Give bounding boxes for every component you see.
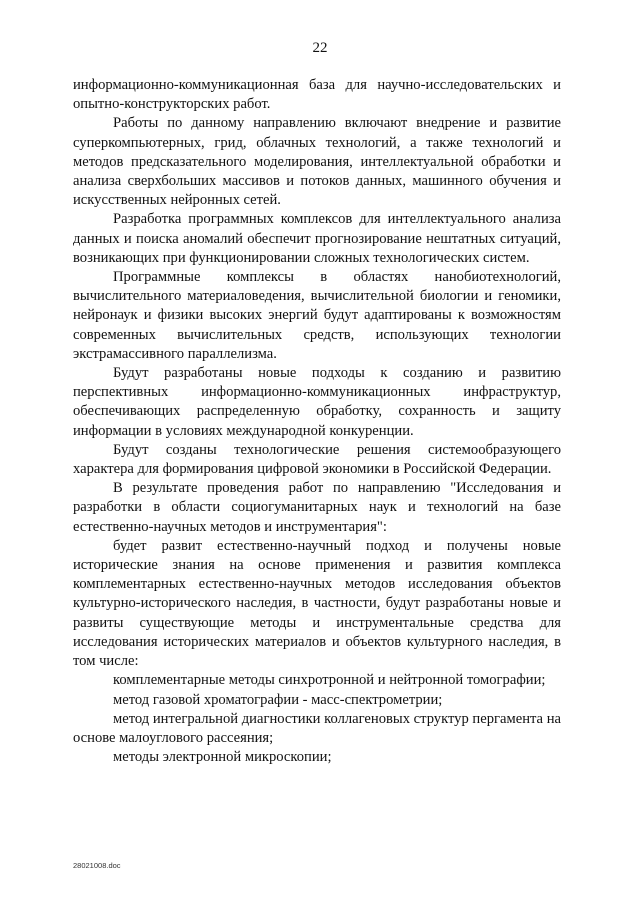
paragraph-5: Будут разработаны новые подходы к созданию и развитию перспективных информационно-коммуникационных инфраструктур, обеспечивающих распределенную обработку, сохранность и защиту информации в условиях международной конкуренции. bbox=[73, 365, 561, 439]
paragraph-7: В результате проведения работ по направлению "Исследования и разработки в области социогуманитарных наук и технологий на базе естественно-научных методов и инструментария": bbox=[73, 480, 561, 535]
list-item-electron-microscopy: методы электронной микроскопии; bbox=[113, 749, 332, 766]
list-item-collagen-diagnostics: метод интегральной диагностики коллагеновых структур пергамента на основе малоуглового рассеяния; bbox=[73, 710, 561, 746]
paragraph-4: Программные комплексы в областях нанобиотехнологий, вычислительного материаловедения, вычислительной биологии и геномики, нейронаук и физики высоких энергий будут адаптированы к возможностям современных вычислительных средств, использующих технологии экстрамассивного параллелизма. bbox=[73, 269, 561, 362]
paragraph-2: Работы по данному направлению включают внедрение и развитие суперкомпьютерных, грид, облачных технологий, а также технологий и методов предсказательного моделирования, интеллектуальной обработки и анализа сверхбольших массивов и потоков данных, машинного обучения и искусственных нейронных сетей. bbox=[73, 115, 561, 209]
paragraph-6: Будут созданы технологические решения системообразующего характера для формирования цифровой экономики в Российской Федерации. bbox=[73, 441, 561, 478]
page-number: 22 bbox=[312, 40, 328, 56]
document-body bbox=[73, 76, 561, 767]
list-item-chromatography: метод газовой хроматографии - масс-спектрометрии; bbox=[113, 691, 443, 708]
paragraph-1: информационно-коммуникационная база для научно-исследовательских и опытно-конструкторских работ. bbox=[73, 77, 561, 113]
paragraph-3: Разработка программных комплексов для интеллектуального анализа данных и поиска аномалий обеспечит прогнозирование нештатных ситуаций, возникающих при функционировании сложных технологических систем. bbox=[73, 211, 561, 266]
footer-file-code: 28021008.doc bbox=[73, 861, 121, 870]
paragraph-8: будет развит естественно-научный подход и получены новые исторические знания на основе применения и развития комплекса комплементарных естественно-научных методов исследования объектов культурно-исторического наследия, в частности, будут разработаны новые и развиты существующие методы и инструментальные средства для исследования исторических материалов и объектов культурного наследия, в том числе: bbox=[73, 537, 561, 670]
list-item-tomography: комплементарные методы синхротронной и нейтронной томографии; bbox=[113, 672, 546, 689]
